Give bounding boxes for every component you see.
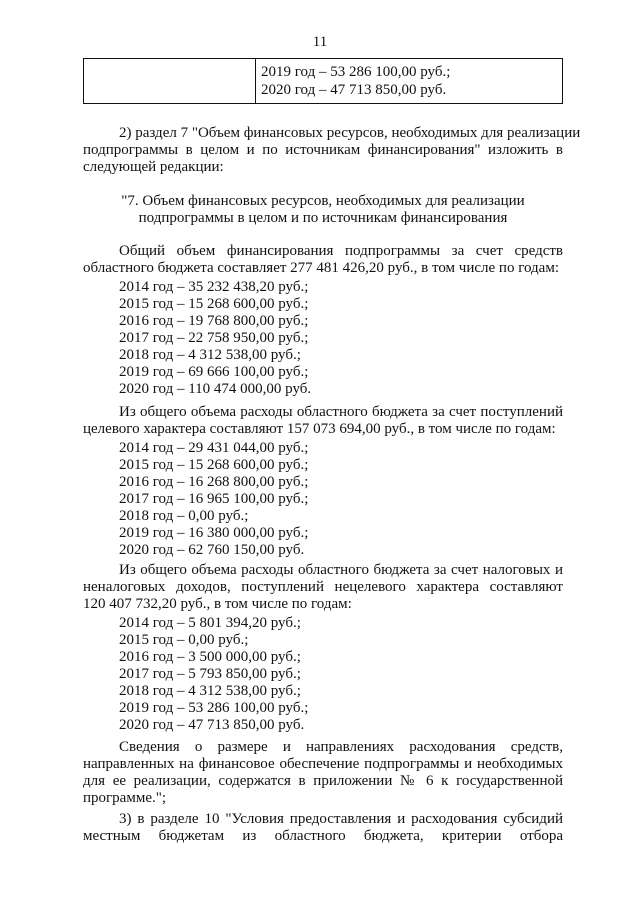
item2-line: 2) раздел 7 "Объем финансовых ресурсов, необходимых для реализации <box>119 125 581 141</box>
total-line: Общий объем финансирования подпрограммы за счет средств <box>119 243 563 259</box>
year-item: 2017 год – 22 758 950,00 руб.; <box>119 330 309 346</box>
year-item: 2019 год – 53 286 100,00 руб.; <box>119 700 309 716</box>
table-row: 2020 год – 47 713 850,00 руб. <box>261 82 447 98</box>
target-line: целевого характера составляют 157 073 694,00 руб., в том числе по годам: <box>83 421 556 437</box>
year-item: 2016 год – 3 500 000,00 руб.; <box>119 649 301 665</box>
year-item: 2020 год – 110 474 000,00 руб. <box>119 381 312 397</box>
year-item: 2014 год – 5 801 394,20 руб.; <box>119 615 301 631</box>
taxes-line: неналоговых доходов, поступлений нецелевого характера составляют <box>83 579 563 595</box>
info-line: Сведения о размере и направлениях расходования средств, <box>119 739 563 755</box>
year-item: 2015 год – 15 268 600,00 руб.; <box>119 296 309 312</box>
year-item: 2015 год – 0,00 руб.; <box>119 632 249 648</box>
continuation-table <box>83 58 563 104</box>
year-item: 2016 год – 19 768 800,00 руб.; <box>119 313 309 329</box>
table-column-divider <box>255 59 256 103</box>
year-item: 2017 год – 5 793 850,00 руб.; <box>119 666 301 682</box>
year-item: 2015 год – 15 268 600,00 руб.; <box>119 457 309 473</box>
year-item: 2018 год – 0,00 руб.; <box>119 508 249 524</box>
year-item: 2020 год – 62 760 150,00 руб. <box>119 542 305 558</box>
year-item: 2014 год – 29 431 044,00 руб.; <box>119 440 309 456</box>
section-heading: "7. Объем финансовых ресурсов, необходимых для реализации <box>121 193 525 209</box>
table-row: 2019 год – 53 286 100,00 руб.; <box>261 64 451 80</box>
item3-line: 3) в разделе 10 "Условия предоставления и расходования субсидий <box>119 811 563 827</box>
total-line: областного бюджета составляет 277 481 426,20 руб., в том числе по годам: <box>83 260 559 276</box>
info-line: программе."; <box>83 790 167 806</box>
year-item: 2019 год – 69 666 100,00 руб.; <box>119 364 309 380</box>
item2-line: подпрограммы в целом и по источникам финансирования" изложить в <box>83 142 563 158</box>
info-line: для ее реализации, содержатся в приложении № 6 к государственной <box>83 773 563 789</box>
taxes-line: Из общего объема расходы областного бюджета за счет налоговых и <box>119 562 563 578</box>
page-number: 11 <box>312 34 328 50</box>
item2-line: следующей редакции: <box>83 159 224 175</box>
year-item: 2014 год – 35 232 438,20 руб.; <box>119 279 309 295</box>
item3-line: местным бюджетам из областного бюджета, критерии отбора <box>83 828 563 844</box>
section-heading: подпрограммы в целом и по источникам финансирования <box>138 210 508 226</box>
year-item: 2020 год – 47 713 850,00 руб. <box>119 717 305 733</box>
year-item: 2018 год – 4 312 538,00 руб.; <box>119 683 301 699</box>
info-line: направленных на финансовое обеспечение подпрограммы и необходимых <box>83 756 563 772</box>
year-item: 2019 год – 16 380 000,00 руб.; <box>119 525 309 541</box>
target-line: Из общего объема расходы областного бюджета за счет поступлений <box>119 404 563 420</box>
year-item: 2016 год – 16 268 800,00 руб.; <box>119 474 309 490</box>
year-item: 2018 год – 4 312 538,00 руб.; <box>119 347 301 363</box>
taxes-line: 120 407 732,20 руб., в том числе по годам: <box>83 596 352 612</box>
year-item: 2017 год – 16 965 100,00 руб.; <box>119 491 309 507</box>
